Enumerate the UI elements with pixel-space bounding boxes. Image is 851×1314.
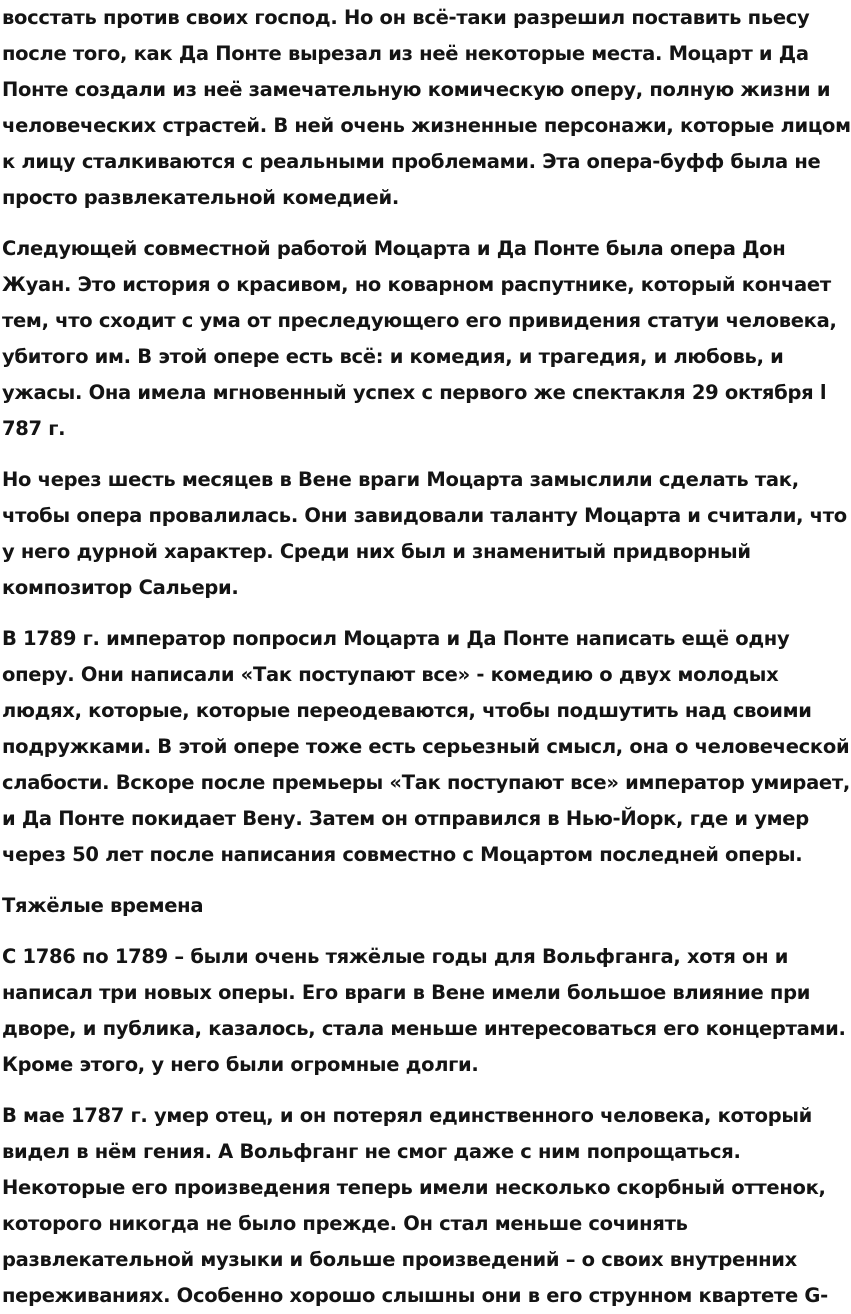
text-line: Кроме этого, у него были огромные долги. xyxy=(2,1053,479,1076)
text-line: видел в нём гения. А Вольфганг не смог даже с ним попрощаться. xyxy=(2,1140,741,1163)
text-line: и Да Понте покидает Вену. Затем он отправился в Нью-Йорк, где и умер xyxy=(2,807,809,830)
paragraph-1 xyxy=(2,0,851,216)
text-line: Понте создали из неё замечательную комическую оперу, полную жизни и xyxy=(2,78,831,101)
text-line: 787 г. xyxy=(2,417,66,440)
text-line: Некоторые его произведения теперь имели несколько скорбный оттенок, xyxy=(2,1176,826,1199)
text-line: через 50 лет после написания совместно с Моцартом последней оперы. xyxy=(2,843,803,866)
text-line: оперу. Они написали «Так поступают все» - комедию о двух молодых xyxy=(2,663,779,686)
paragraph-4 xyxy=(2,621,850,873)
text-line: С 1786 по 1789 – были очень тяжёлые годы для Вольфганга, хотя он и xyxy=(2,945,789,968)
text-line: подружками. В этой опере тоже есть серьезный смысл, она о человеческой xyxy=(2,735,850,758)
text-line: убитого им. В этой опере есть всё: и комедия, и трагедия, и любовь, и xyxy=(2,345,784,368)
paragraph-5 xyxy=(2,939,846,1083)
heading-text: Тяжёлые времена xyxy=(2,894,204,917)
text-line: дворе, и публика, казалось, стала меньше интересоваться его концертами. xyxy=(2,1017,846,1040)
text-line: которого никогда не было прежде. Он стал меньше сочинять xyxy=(2,1212,688,1235)
text-line: В 1789 г. император попросил Моцарта и Да Понте написать ещё одну xyxy=(2,627,790,650)
paragraph-3 xyxy=(2,462,847,606)
paragraph-2 xyxy=(2,231,837,447)
text-line: к лицу сталкиваются с реальными проблемами. Эта опера-буфф была не xyxy=(2,150,821,173)
text-line: композитор Сальери. xyxy=(2,576,239,599)
text-line: Следующей совместной работой Моцарта и Да Понте была опера Дон xyxy=(2,237,786,260)
text-line: развлекательной музыки и больше произведений – о своих внутренних xyxy=(2,1248,797,1271)
text-line: восстать против своих господ. Но он всё-таки разрешил поставить пьесу xyxy=(2,6,810,29)
text-line: написал три новых оперы. Его враги в Вене имели большое влияние при xyxy=(2,981,811,1004)
text-line: после того, как Да Понте вырезал из неё некоторые места. Моцарт и Да xyxy=(2,42,809,65)
text-line: Жуан. Это история о красивом, но коварном распутнике, который кончает xyxy=(2,273,831,296)
text-line: тем, что сходит с ума от преследующего его привидения статуи человека, xyxy=(2,309,837,332)
text-line: чтобы опера провалилась. Они завидовали таланту Моцарта и считали, что xyxy=(2,504,847,527)
text-line: просто развлекательной комедией. xyxy=(2,186,399,209)
text-line: у него дурной характер. Среди них был и знаменитый придворный xyxy=(2,540,751,563)
text-line: слабости. Вскоре после премьеры «Так поступают все» император умирает, xyxy=(2,771,850,794)
text-line: ужасы. Она имела мгновенный успех с первого же спектакля 29 октября l xyxy=(2,381,827,404)
text-line: человеческих страстей. В ней очень жизненные персонажи, которые лицом xyxy=(2,114,851,137)
text-line: людях, которые, которые переодеваются, чтобы подшутить над своими xyxy=(2,699,812,722)
text-line: Но через шесть месяцев в Вене враги Моцарта замыслили сделать так, xyxy=(2,468,799,491)
text-line: переживаниях. Особенно хорошо слышны они в его струнном квартете G- xyxy=(2,1284,828,1307)
paragraph-6 xyxy=(2,1098,828,1314)
section-heading xyxy=(2,888,810,924)
text-line: В мае 1787 г. умер отец, и он потерял единственного человека, который xyxy=(2,1104,813,1127)
